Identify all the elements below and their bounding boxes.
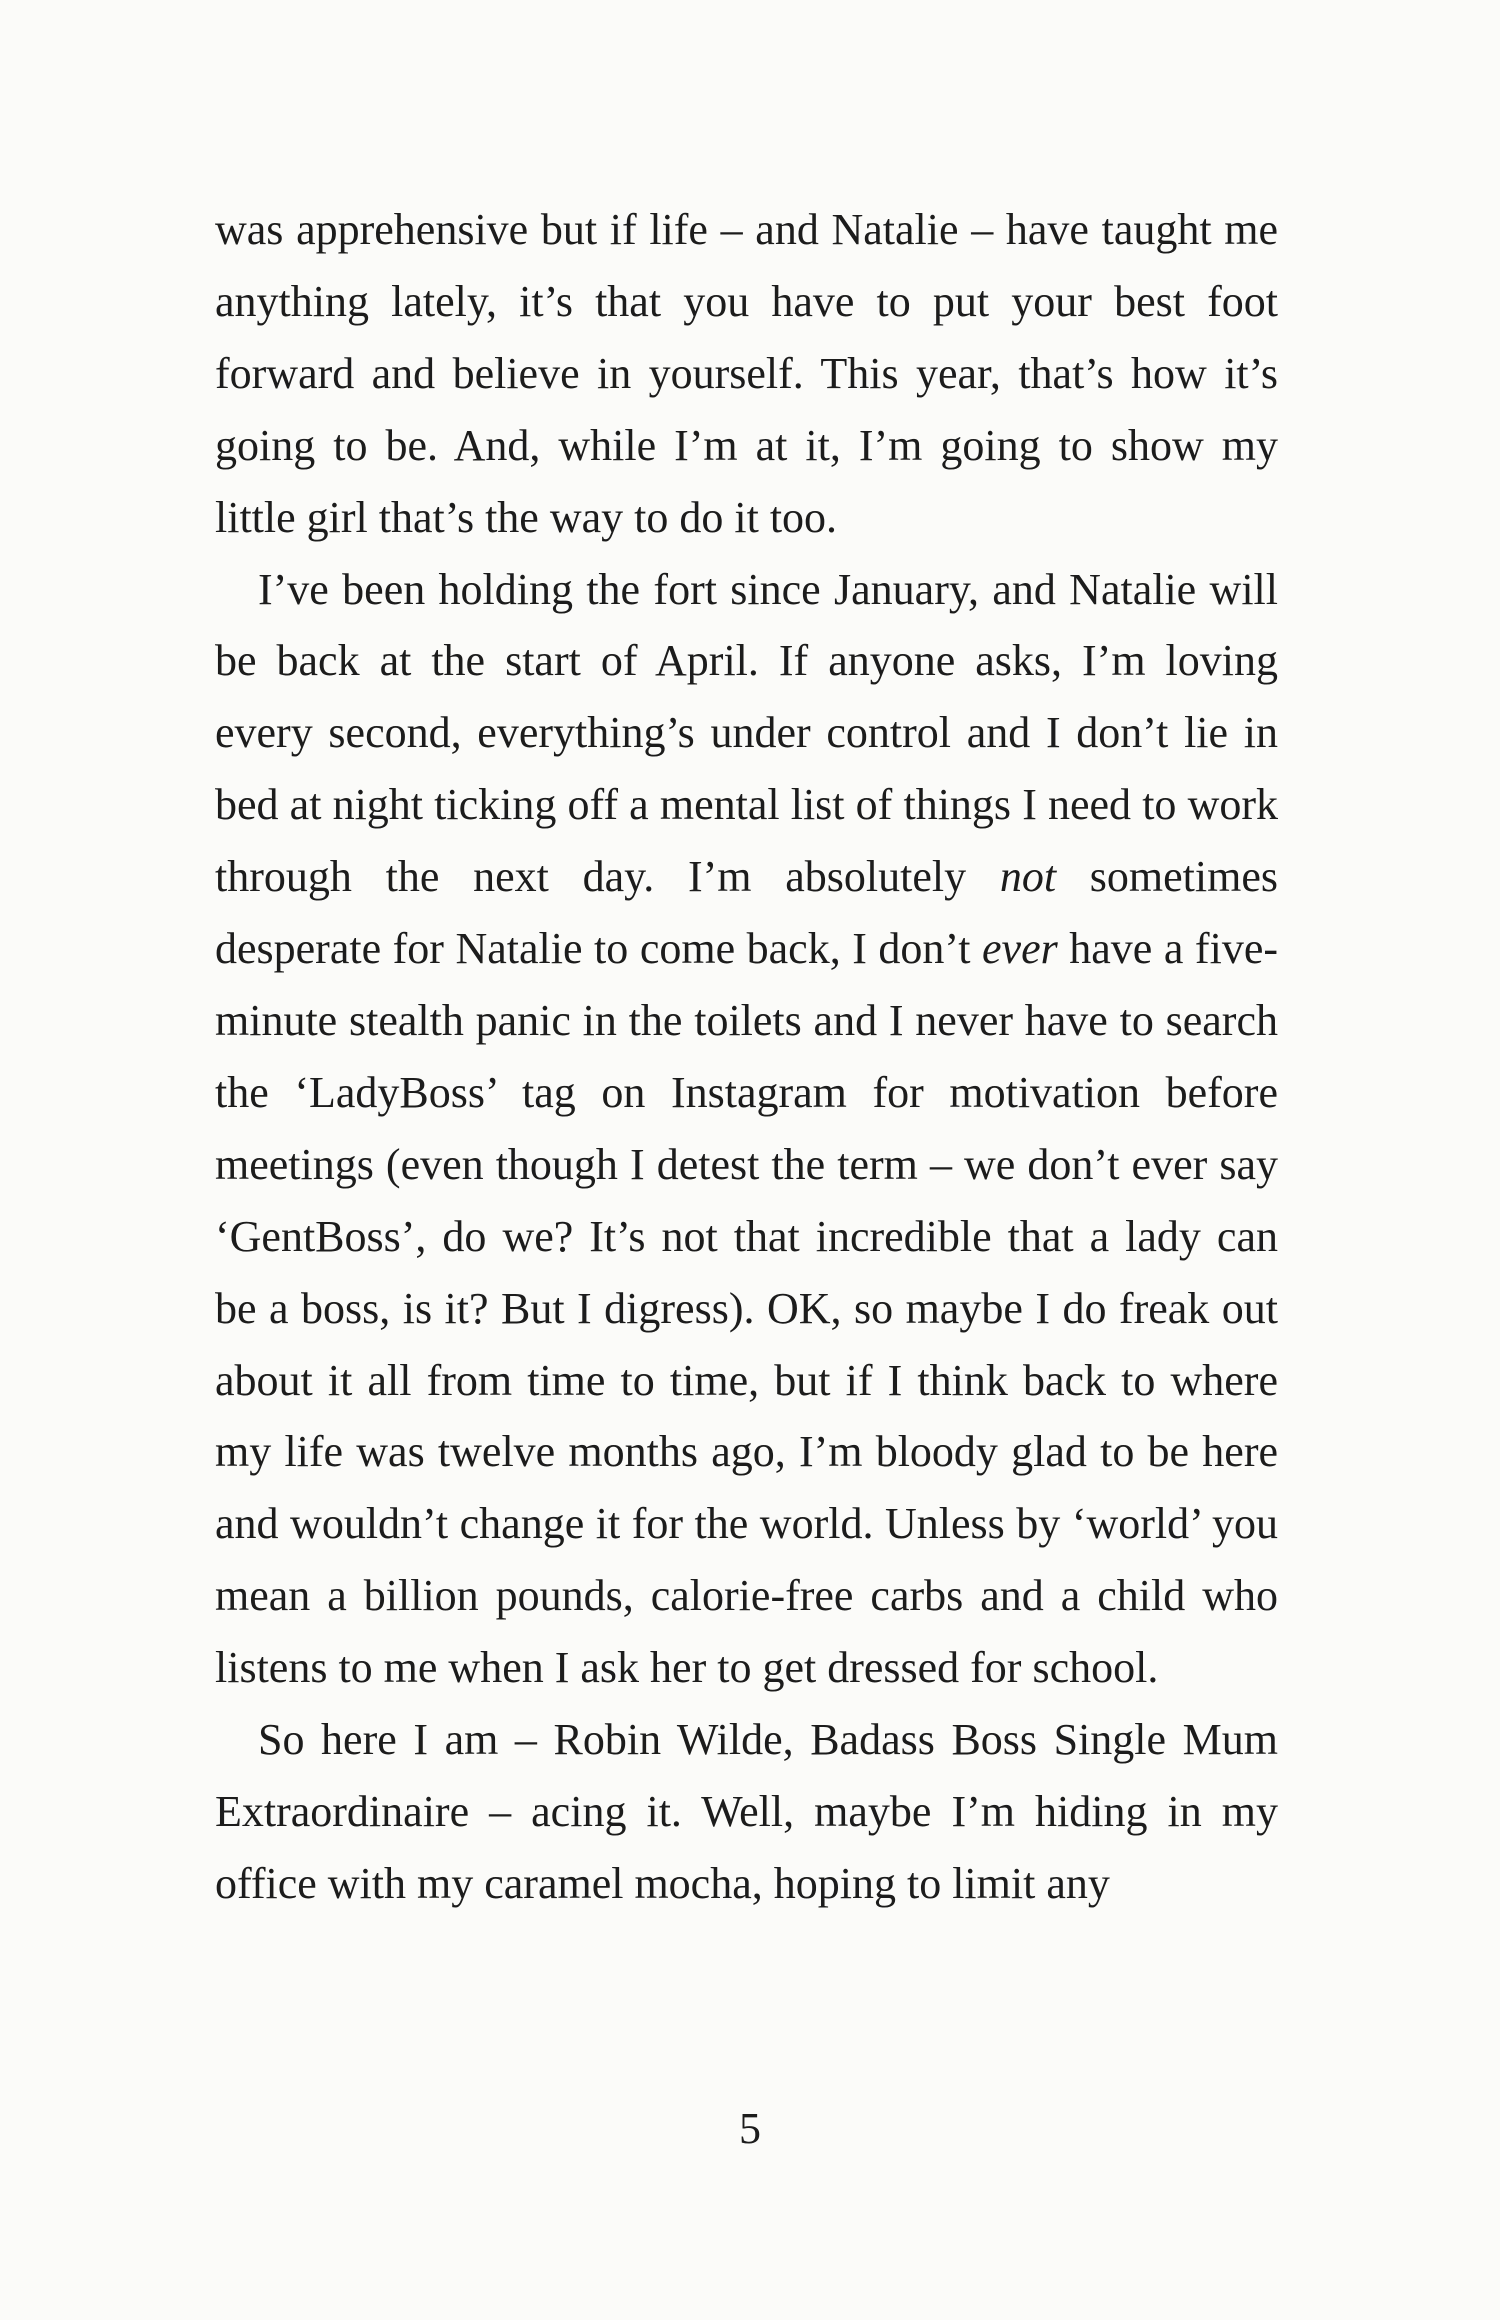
text-segment: have a five-minute stealth panic in the toilets and I never have to search the ‘LadyBoss’ tag on Instagram for motivation before meetings (even though I detest the term – we don’t ever say ‘GentBoss’, do we? It’s not that incredible that a lady can be a boss, is it? But I digress). OK, so maybe I do freak out about it all from time to time, but if I think back to where my life was twelve months ago, I’m bloody glad to be here and wouldn’t change it for the world. Unless by ‘world’ you mean a billion pounds, calorie-free carbs and a child who listens to me when I ask her to get dressed for school. <box>215 924 1278 1693</box>
text-segment: was apprehensive but if life – and Natalie – have taught me anything lately, it’s that you have to put your best foot forward and believe in yourself. This year, that’s how it’s going to be. And, while I’m at it, I’m going to show my little girl that’s the way to do it too. <box>215 205 1278 542</box>
italic-segment: ever <box>982 924 1058 974</box>
text-segment: I’ve been holding the fort since January, and Natalie will be back at the start of April. If anyone asks, I’m loving every second, everything’s under control and I don’t lie in bed at night ticking off a mental list of things I need to work through the next day. I’m absolutely <box>215 564 1278 902</box>
text-segment: sometimes desperate for Natalie to come back, I don’t <box>215 852 1278 974</box>
body-text <box>215 194 1278 1920</box>
italic-segment: not <box>999 852 1057 902</box>
paragraph-2 <box>215 554 1278 1705</box>
paragraph-1 <box>215 194 1278 554</box>
page-number: 5 <box>739 2104 761 2153</box>
paragraph-3 <box>215 1704 1278 1920</box>
text-segment: So here I am – Robin Wilde, Badass Boss Single Mum Extraordinaire – acing it. Well, maybe I’m hiding in my office with my caramel mocha, hoping to limit any <box>215 1715 1278 1908</box>
